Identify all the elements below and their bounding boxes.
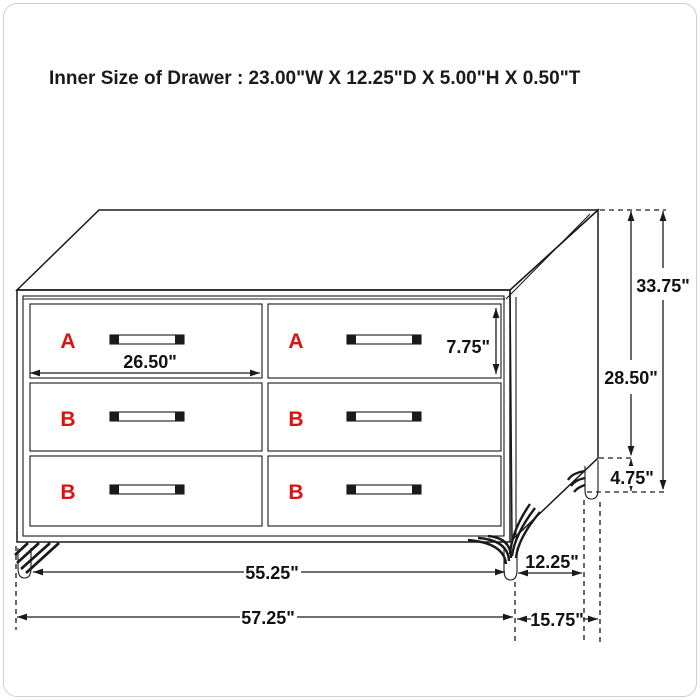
dim-total-depth	[517, 607, 598, 631]
back-right-leg	[568, 460, 598, 499]
dim-label-base-depth: 12.25"	[525, 552, 579, 572]
drawer-handle	[347, 485, 421, 494]
drawer-fronts	[30, 304, 501, 526]
drawer-handle	[110, 412, 184, 421]
drawer-label: B	[288, 408, 304, 431]
dim-drawer-width	[30, 352, 260, 376]
cabinet-front-face	[17, 290, 510, 542]
dim-label-drawer-width: 26.50"	[123, 352, 177, 372]
dim-base-width	[33, 560, 505, 584]
dim-drawer-face-height	[446, 308, 499, 374]
extension-lines	[16, 210, 666, 644]
dim-leg-height	[608, 459, 655, 491]
drawer-label: B	[60, 408, 76, 431]
dim-label-total-depth: 15.75"	[530, 610, 584, 630]
drawer-label: A	[60, 330, 76, 353]
cabinet-top-face	[17, 210, 598, 290]
dim-label-total-width: 57.25"	[241, 608, 295, 628]
cabinet-top-right-edge-inner	[506, 214, 590, 299]
dim-label-drawer-face-height: 7.75"	[446, 337, 490, 357]
dim-label-base-width: 55.25"	[245, 563, 299, 583]
page-title: Inner Size of Drawer : 23.00"W X 12.25"D X 5.00"H X 0.50"T	[49, 68, 581, 89]
cabinet-drawing	[15, 210, 598, 580]
cabinet-front-frame-inner	[23, 296, 504, 536]
drawer-label: A	[288, 330, 304, 353]
dim-label-total-height: 33.75"	[636, 276, 690, 296]
drawer-handle	[110, 485, 184, 494]
dim-total-width	[17, 605, 513, 629]
dim-base-depth	[518, 552, 582, 576]
drawer-handle	[110, 335, 184, 344]
drawer-label: B	[60, 481, 76, 504]
drawer-handle	[347, 412, 421, 421]
drawer-label: B	[288, 481, 304, 504]
drawer-handle	[347, 335, 421, 344]
dim-total-height	[635, 211, 693, 490]
dim-label-leg-height: 4.75"	[610, 468, 654, 488]
dim-case-height	[603, 211, 659, 456]
dim-label-case-height: 28.50"	[604, 368, 658, 388]
